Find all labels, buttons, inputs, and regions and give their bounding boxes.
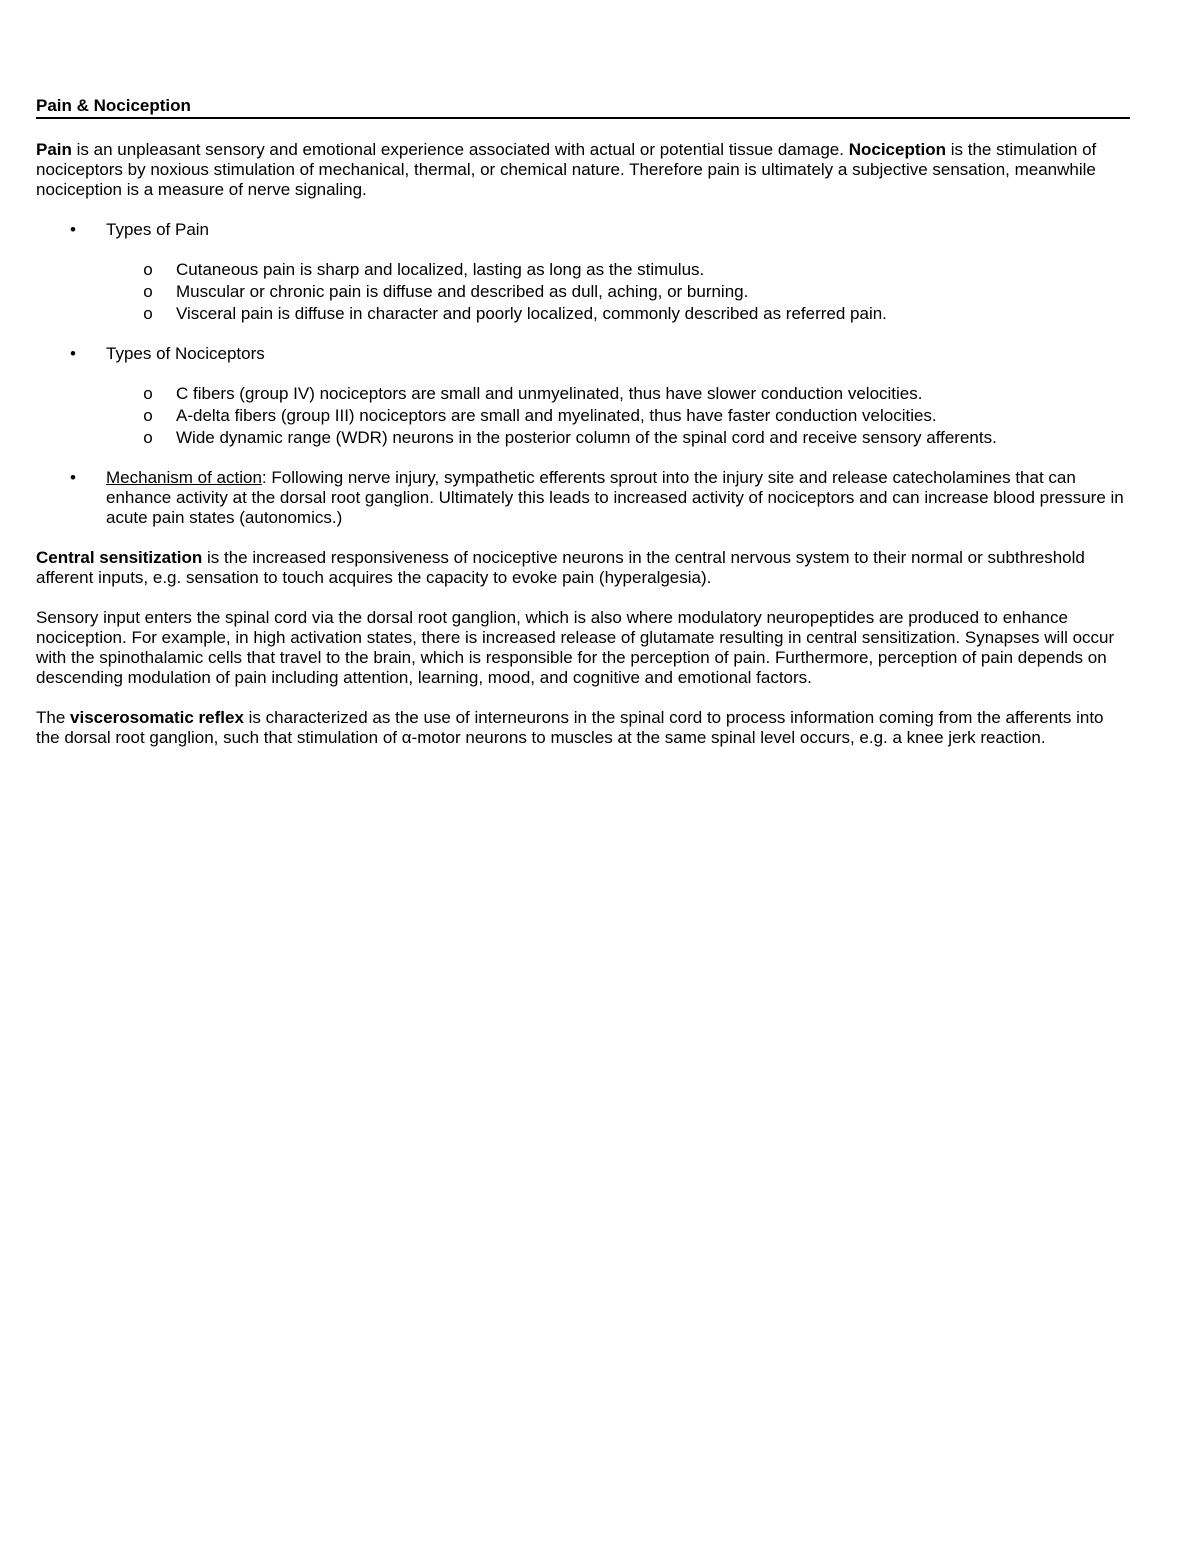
list-item-text: A-delta fibers (group III) nociceptors are small and myelinated, thus have faster conduction velocities.: [176, 406, 937, 425]
nociception-term: Nociception: [848, 140, 947, 159]
page-title: Pain & Nociception: [36, 96, 1130, 119]
viscerosomatic-prefix: The: [36, 708, 71, 727]
sub-bullet-icon: o: [143, 304, 153, 323]
list-item-text: Muscular or chronic pain is diffuse and described as dull, aching, or burning.: [176, 282, 749, 301]
list-item: [106, 428, 1130, 448]
main-bullet-list: [36, 220, 1130, 528]
bullet-icon: •: [70, 220, 76, 239]
mechanism-text: : Following nerve injury, sympathetic efferents sprout into the injury site and release catecholamines that can enhance activity at the dorsal root ganglion. Ultimately this leads to increased activity of nociceptors and can increase blood pressure in acute pain states (autonomics.): [106, 468, 1124, 527]
viscerosomatic-text: is characterized as the use of interneurons in the spinal cord to process information coming from the afferents into the dorsal root ganglion, such that stimulation of α-motor neurons to muscles at the same spinal level occurs, e.g. a knee jerk reaction.: [36, 708, 1104, 747]
types-of-nociceptors-list: [106, 384, 1130, 448]
list-item-text: Cutaneous pain is sharp and localized, lasting as long as the stimulus.: [176, 260, 705, 279]
list-item: [106, 282, 1130, 302]
pain-term: Pain: [36, 140, 72, 159]
pain-definition: is an unpleasant sensory and emotional experience associated with actual or potential tissue damage.: [71, 140, 849, 159]
types-of-pain-label: Types of Pain: [106, 220, 210, 239]
intro-paragraph: [36, 140, 1130, 200]
list-item: [106, 304, 1130, 324]
list-item: [36, 468, 1130, 528]
viscerosomatic-term: viscerosomatic reflex: [70, 708, 244, 727]
sub-bullet-icon: o: [143, 282, 153, 301]
types-of-nociceptors-label: Types of Nociceptors: [106, 344, 265, 363]
list-item: [36, 344, 1130, 448]
list-item: [106, 260, 1130, 280]
list-item-text: C fibers (group IV) nociceptors are small and unmyelinated, thus have slower conduction velocities.: [176, 384, 923, 403]
document-page: [36, 96, 1130, 748]
mechanism-label: Mechanism of action: [106, 468, 262, 487]
list-item-text: Wide dynamic range (WDR) neurons in the posterior column of the spinal cord and receive sensory afferents.: [176, 428, 997, 447]
list-item: [36, 220, 1130, 324]
nociception-definition: is the stimulation of nociceptors by noxious stimulation of mechanical, thermal, or chemical nature. Therefore pain is ultimately a subjective sensation, meanwhile nociception is a measure of nerve signaling.: [36, 140, 1097, 199]
central-sensitization-paragraph: [36, 548, 1130, 588]
sensory-input-paragraph: Sensory input enters the spinal cord via the dorsal root ganglion, which is also where modulatory neuropeptides are produced to enhance nociception. For example, in high activation states, there is increased release of glutamate resulting in central sensitization. Synapses will occur with the spinothalamic cells that travel to the brain, which is responsible for the perception of pain. Furthermore, perception of pain depends on descending modulation of pain including attention, learning, mood, and cognitive and emotional factors.: [36, 608, 1115, 687]
bullet-icon: •: [70, 468, 76, 487]
sub-bullet-icon: o: [143, 428, 153, 447]
central-sensitization-term: Central sensitization: [36, 548, 203, 567]
viscerosomatic-paragraph: [36, 708, 1130, 748]
list-item: [106, 384, 1130, 404]
sub-bullet-icon: o: [143, 260, 153, 279]
sub-bullet-icon: o: [143, 384, 153, 403]
central-sensitization-text: is the increased responsiveness of nociceptive neurons in the central nervous system to their normal or subthreshold afferent inputs, e.g. sensation to touch acquires the capacity to evoke pain (hyperalgesia).: [36, 548, 1085, 587]
types-of-pain-list: [106, 260, 1130, 324]
list-item: [106, 406, 1130, 426]
bullet-icon: •: [70, 344, 76, 363]
sub-bullet-icon: o: [143, 406, 153, 425]
list-item-text: Visceral pain is diffuse in character and poorly localized, commonly described as referred pain.: [176, 304, 887, 323]
